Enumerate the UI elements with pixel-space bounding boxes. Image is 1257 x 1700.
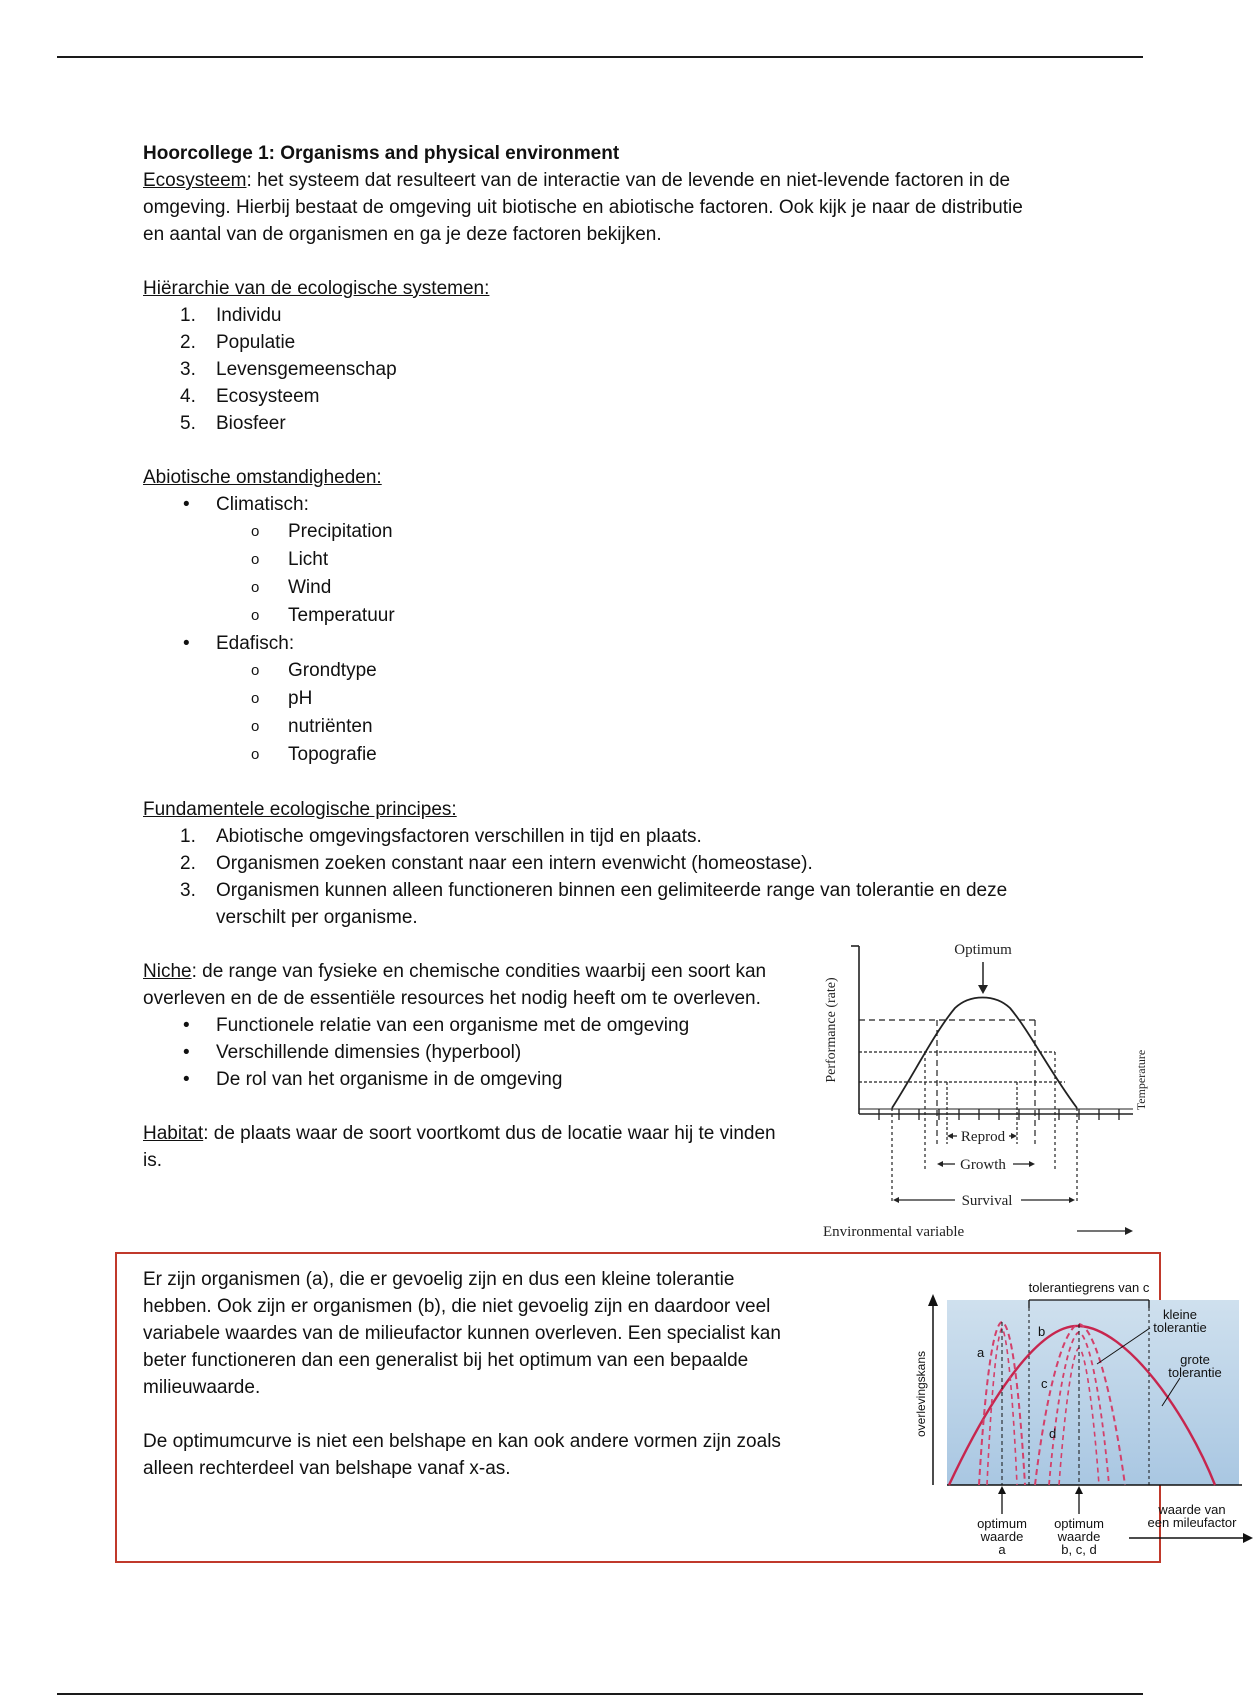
list-item: 3. Levensgemeenschap bbox=[180, 359, 397, 380]
performance-figure bbox=[815, 932, 1148, 1240]
list-item: o Grondtype bbox=[251, 660, 377, 681]
list-item: 3. Organismen kunnen alleen functioneren binnen een gelimiteerde range van tolerantie en deze verschilt per organisme. bbox=[180, 880, 1008, 928]
list-item: o Topografie bbox=[251, 744, 377, 765]
label-a: a bbox=[977, 1345, 985, 1360]
label-d: d bbox=[1049, 1426, 1057, 1441]
list-item: o Temperatuur bbox=[251, 605, 395, 626]
principes-title: Fundamentele ecologische principes: bbox=[143, 799, 457, 820]
temperature-label: Temperature bbox=[1134, 1049, 1148, 1111]
growth-label: Growth bbox=[960, 1157, 1006, 1173]
opt-b-label-1: optimum bbox=[1054, 1516, 1104, 1531]
list-item: o Precipitation bbox=[251, 521, 393, 542]
reprod-label: Reprod bbox=[960, 1129, 1006, 1145]
hierarchie-title: Hiërarchie van de ecologische systemen: bbox=[143, 278, 490, 299]
list-item: 1. Individu bbox=[180, 305, 282, 326]
ecosysteem-term: Ecosysteem bbox=[143, 170, 247, 191]
list-item: o Wind bbox=[251, 577, 332, 598]
page-title: Hoorcollege 1: Organisms and physical environment bbox=[143, 143, 620, 164]
optimum-label: Optimum bbox=[954, 942, 1012, 958]
performance-curve bbox=[892, 998, 1077, 1109]
x-label-1: waarde van bbox=[1158, 1502, 1226, 1517]
list-item: • Functionele relatie van een organisme met de omgeving bbox=[183, 1015, 690, 1036]
label-b: b bbox=[1038, 1324, 1046, 1339]
habitat-paragraph bbox=[143, 1120, 783, 1174]
footer-rule bbox=[57, 1693, 1143, 1695]
label-c: c bbox=[1041, 1376, 1048, 1391]
grote-label: grote bbox=[1180, 1352, 1210, 1367]
list-item: 4. Ecosysteem bbox=[180, 386, 320, 407]
header-rule bbox=[57, 56, 1143, 58]
niche-term: Niche bbox=[143, 961, 192, 982]
principes-list bbox=[143, 823, 1043, 931]
abiotisch-title: Abiotische omstandigheden: bbox=[143, 467, 382, 488]
grote-label-2: tolerantie bbox=[1168, 1365, 1222, 1380]
niche-list bbox=[143, 1012, 783, 1093]
y-axis-label: Performance (rate) bbox=[824, 977, 839, 1083]
list-item: 2. Populatie bbox=[180, 332, 296, 353]
ecosysteem-paragraph bbox=[143, 167, 1043, 248]
habitat-term: Habitat bbox=[143, 1123, 204, 1144]
list-item: • Climatisch: bbox=[183, 494, 309, 515]
list-item: 1. Abiotische omgevingsfactoren verschillen in tijd en plaats. bbox=[180, 826, 702, 847]
ecosysteem-text: : het systeem dat resulteert van de interactie van de levende en niet-levende factoren in de omgeving. Hierbij bestaat de omgeving uit biotische en abiotische factoren. Ook kijk je naar de distributie en aantal van de organismen en ga je deze factoren bekijken. bbox=[143, 170, 1023, 245]
list-item: 2. Organismen zoeken constant naar een intern evenwicht (homeostase). bbox=[180, 853, 813, 874]
x-axis-label: Environmental variable bbox=[823, 1224, 965, 1240]
list-item: o pH bbox=[251, 688, 313, 709]
niche-section bbox=[143, 958, 783, 1174]
hierarchie-list bbox=[143, 302, 1043, 437]
tolerance-box bbox=[115, 1252, 1237, 1563]
tolerance-figure bbox=[897, 1264, 1257, 1559]
box-paragraph-1: Er zijn organismen (a), die er gevoelig zijn en dus een kleine tolerantie hebben. Ook zijn er organismen (b), die niet gevoelig zijn en daardoor veel variabele waardes van de milieufactor kunnen overleven. Een specialist kan beter functioneren dan een generalist bij het optimum van een bepaalde milieuwaarde. bbox=[143, 1269, 781, 1398]
survival-label: Survival bbox=[961, 1193, 1013, 1209]
y-axis-label: overlevingskans bbox=[914, 1350, 928, 1438]
box-paragraph-2: De optimumcurve is niet een belshape en kan ook andere vormen zijn zoals alleen rechterdeel van belshape vanaf x-as. bbox=[143, 1431, 781, 1479]
opt-a-label-2: waarde bbox=[980, 1529, 1024, 1544]
opt-b-label-3: b, c, d bbox=[1061, 1542, 1097, 1557]
niche-text: : de range van fysieke en chemische condities waarbij een soort kan overleven en de de essentiële resources het nodig heeft om te overleven. bbox=[143, 961, 767, 1009]
opt-b-label-2: waarde bbox=[1057, 1529, 1101, 1544]
tolerance-limit-label: tolerantiegrens van c bbox=[1028, 1280, 1150, 1295]
kleine-label: kleine bbox=[1163, 1307, 1197, 1322]
kleine-label-2: tolerantie bbox=[1153, 1320, 1207, 1335]
box-text bbox=[143, 1266, 783, 1482]
list-item: o nutriënten bbox=[251, 716, 373, 737]
list-item: • Edafisch: bbox=[183, 633, 295, 654]
list-item: • De rol van het organisme in de omgeving bbox=[183, 1069, 563, 1090]
abiotisch-list bbox=[143, 491, 1043, 769]
list-item: 5. Biosfeer bbox=[180, 413, 286, 434]
list-item: o Licht bbox=[251, 549, 329, 570]
habitat-text: : de plaats waar de soort voortkomt dus de locatie waar hij te vinden is. bbox=[143, 1123, 776, 1171]
opt-a-label-3: a bbox=[998, 1542, 1006, 1557]
x-label-2: een mileufactor bbox=[1147, 1515, 1237, 1530]
opt-a-label-1: optimum bbox=[977, 1516, 1027, 1531]
list-item: • Verschillende dimensies (hyperbool) bbox=[183, 1042, 522, 1063]
niche-paragraph bbox=[143, 958, 783, 1012]
